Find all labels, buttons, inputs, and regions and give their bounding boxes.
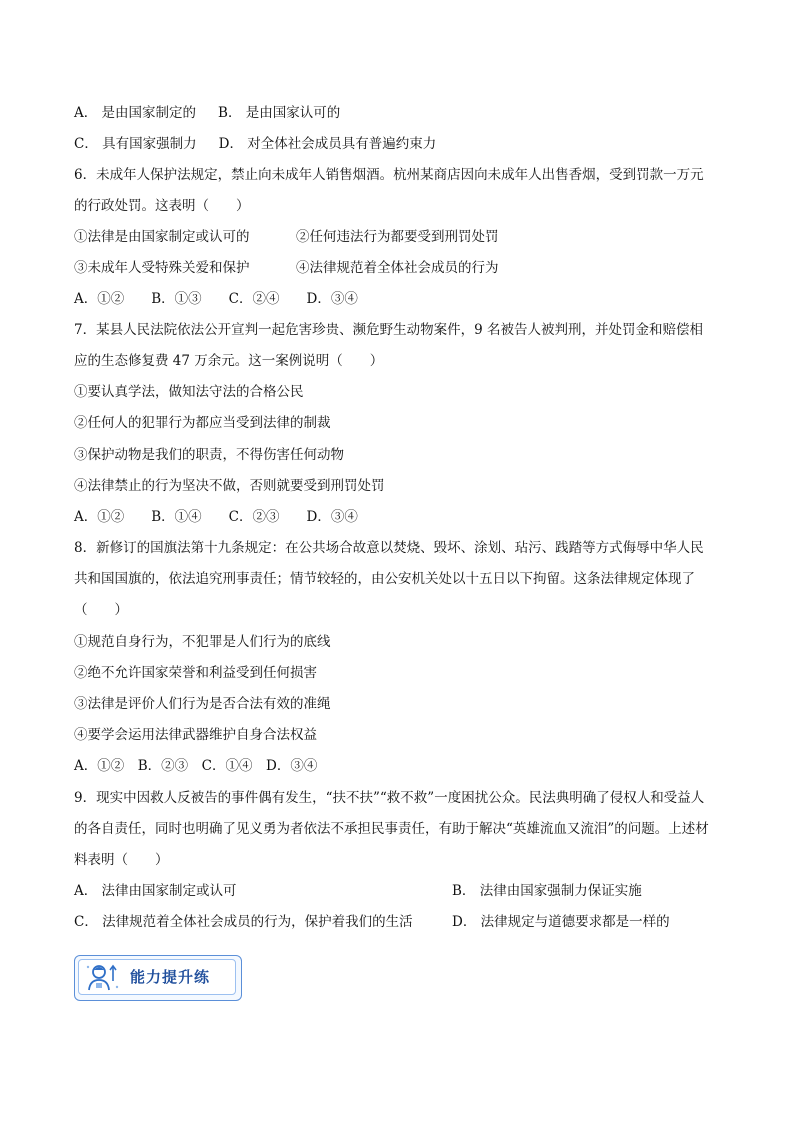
q7-item4: ④法律禁止的行为坚决不做，否则就要受到刑罚处罚 (74, 478, 385, 494)
q8-stem-line3: （ ） (74, 602, 128, 618)
q9-option-a: A． 法律由国家制定或认可 (74, 883, 237, 899)
q5-option-b: B． 是由国家认可的 (218, 105, 341, 121)
q8-stem-line1: 8．新修订的国旗法第十九条规定：在公共场合故意以焚烧、毁坏、涂划、玷污、践踏等方式侮辱中华人民 (74, 540, 704, 556)
q6-items-row2 (74, 259, 499, 277)
q5-options-row2 (74, 135, 436, 153)
q8-stem-line2: 共和国国旗的，依法追究刑事责任；情节较轻的，由公安机关处以十五日以下拘留。这条法律规定体现了 (74, 571, 695, 587)
badge-label: 能力提升练 (130, 968, 211, 986)
q7-stem-line1: 7．某县人民法院依法公开宣判一起危害珍贵、濒危野生动物案件，9 名被告人被判刑，并处罚金和赔偿相 (74, 322, 703, 338)
q7-item1: ①要认真学法，做知法守法的合格公民 (74, 384, 304, 400)
q6-item2: ②任何违法行为都要受到刑罚处罚 (296, 229, 499, 245)
student-growth-icon (84, 961, 120, 993)
q9-stem-line1: 9．现实中因救人反被告的事件偶有发生，“扶不扶”“救不救”一度困扰公众。民法典明确了侵权人和受益人 (74, 790, 705, 806)
q6-stem-line2: 的行政处罚。这表明（ ） (74, 198, 250, 214)
q6-item4: ④法律规范着全体社会成员的行为 (296, 260, 499, 276)
q6-stem-line1: 6．未成年人保护法规定，禁止向未成年人销售烟酒。杭州某商店因向未成年人出售香烟，受到罚款一万元 (74, 167, 704, 183)
q9-option-c: C． 法律规范着全体社会成员的行为，保护着我们的生活 (74, 914, 413, 930)
q6-item3: ③未成年人受特殊关爱和保护 (74, 260, 250, 276)
q7-item2: ②任何人的犯罪行为都应当受到法律的制裁 (74, 415, 331, 431)
q8-options: A．①② B．②③ C．①④ D．③④ (74, 758, 318, 774)
q5-option-c: C． 具有国家强制力 (74, 136, 197, 152)
section-badge (74, 955, 242, 1001)
q7-options: A．①② B．①④ C．②③ D．③④ (74, 509, 358, 525)
q8-item2: ②绝不允许国家荣誉和利益受到任何损害 (74, 665, 317, 681)
q6-items-row1 (74, 228, 499, 246)
q8-item3: ③法律是评价人们行为是否合法有效的准绳 (74, 696, 331, 712)
q6-options: A．①② B．①③ C．②④ D．③④ (74, 291, 358, 307)
q5-option-a: A． 是由国家制定的 (74, 105, 197, 121)
q8-item4: ④要学会运用法律武器维护自身合法权益 (74, 727, 317, 743)
q9-stem-line3: 料表明（ ） (74, 852, 169, 868)
q9-option-b: B． 法律由国家强制力保证实施 (452, 883, 642, 899)
q6-item1: ①法律是由国家制定或认可的 (74, 229, 250, 245)
q5-option-d: D． 对全体社会成员具有普遍约束力 (218, 136, 437, 152)
q7-stem-line2: 应的生态修复费 47 万余元。这一案例说明（ ） (74, 353, 384, 369)
q7-item3: ③保护动物是我们的职责，不得伤害任何动物 (74, 447, 344, 463)
q9-option-d: D． 法律规定与道德要求都是一样的 (452, 914, 670, 930)
q5-options-row1 (74, 104, 340, 122)
q8-item1: ①规范自身行为，不犯罪是人们行为的底线 (74, 634, 331, 650)
q9-stem-line2: 的各自责任，同时也明确了见义勇为者依法不承担民事责任，有助于解决“英雄流血又流泪”的问题。上述材 (74, 821, 709, 837)
